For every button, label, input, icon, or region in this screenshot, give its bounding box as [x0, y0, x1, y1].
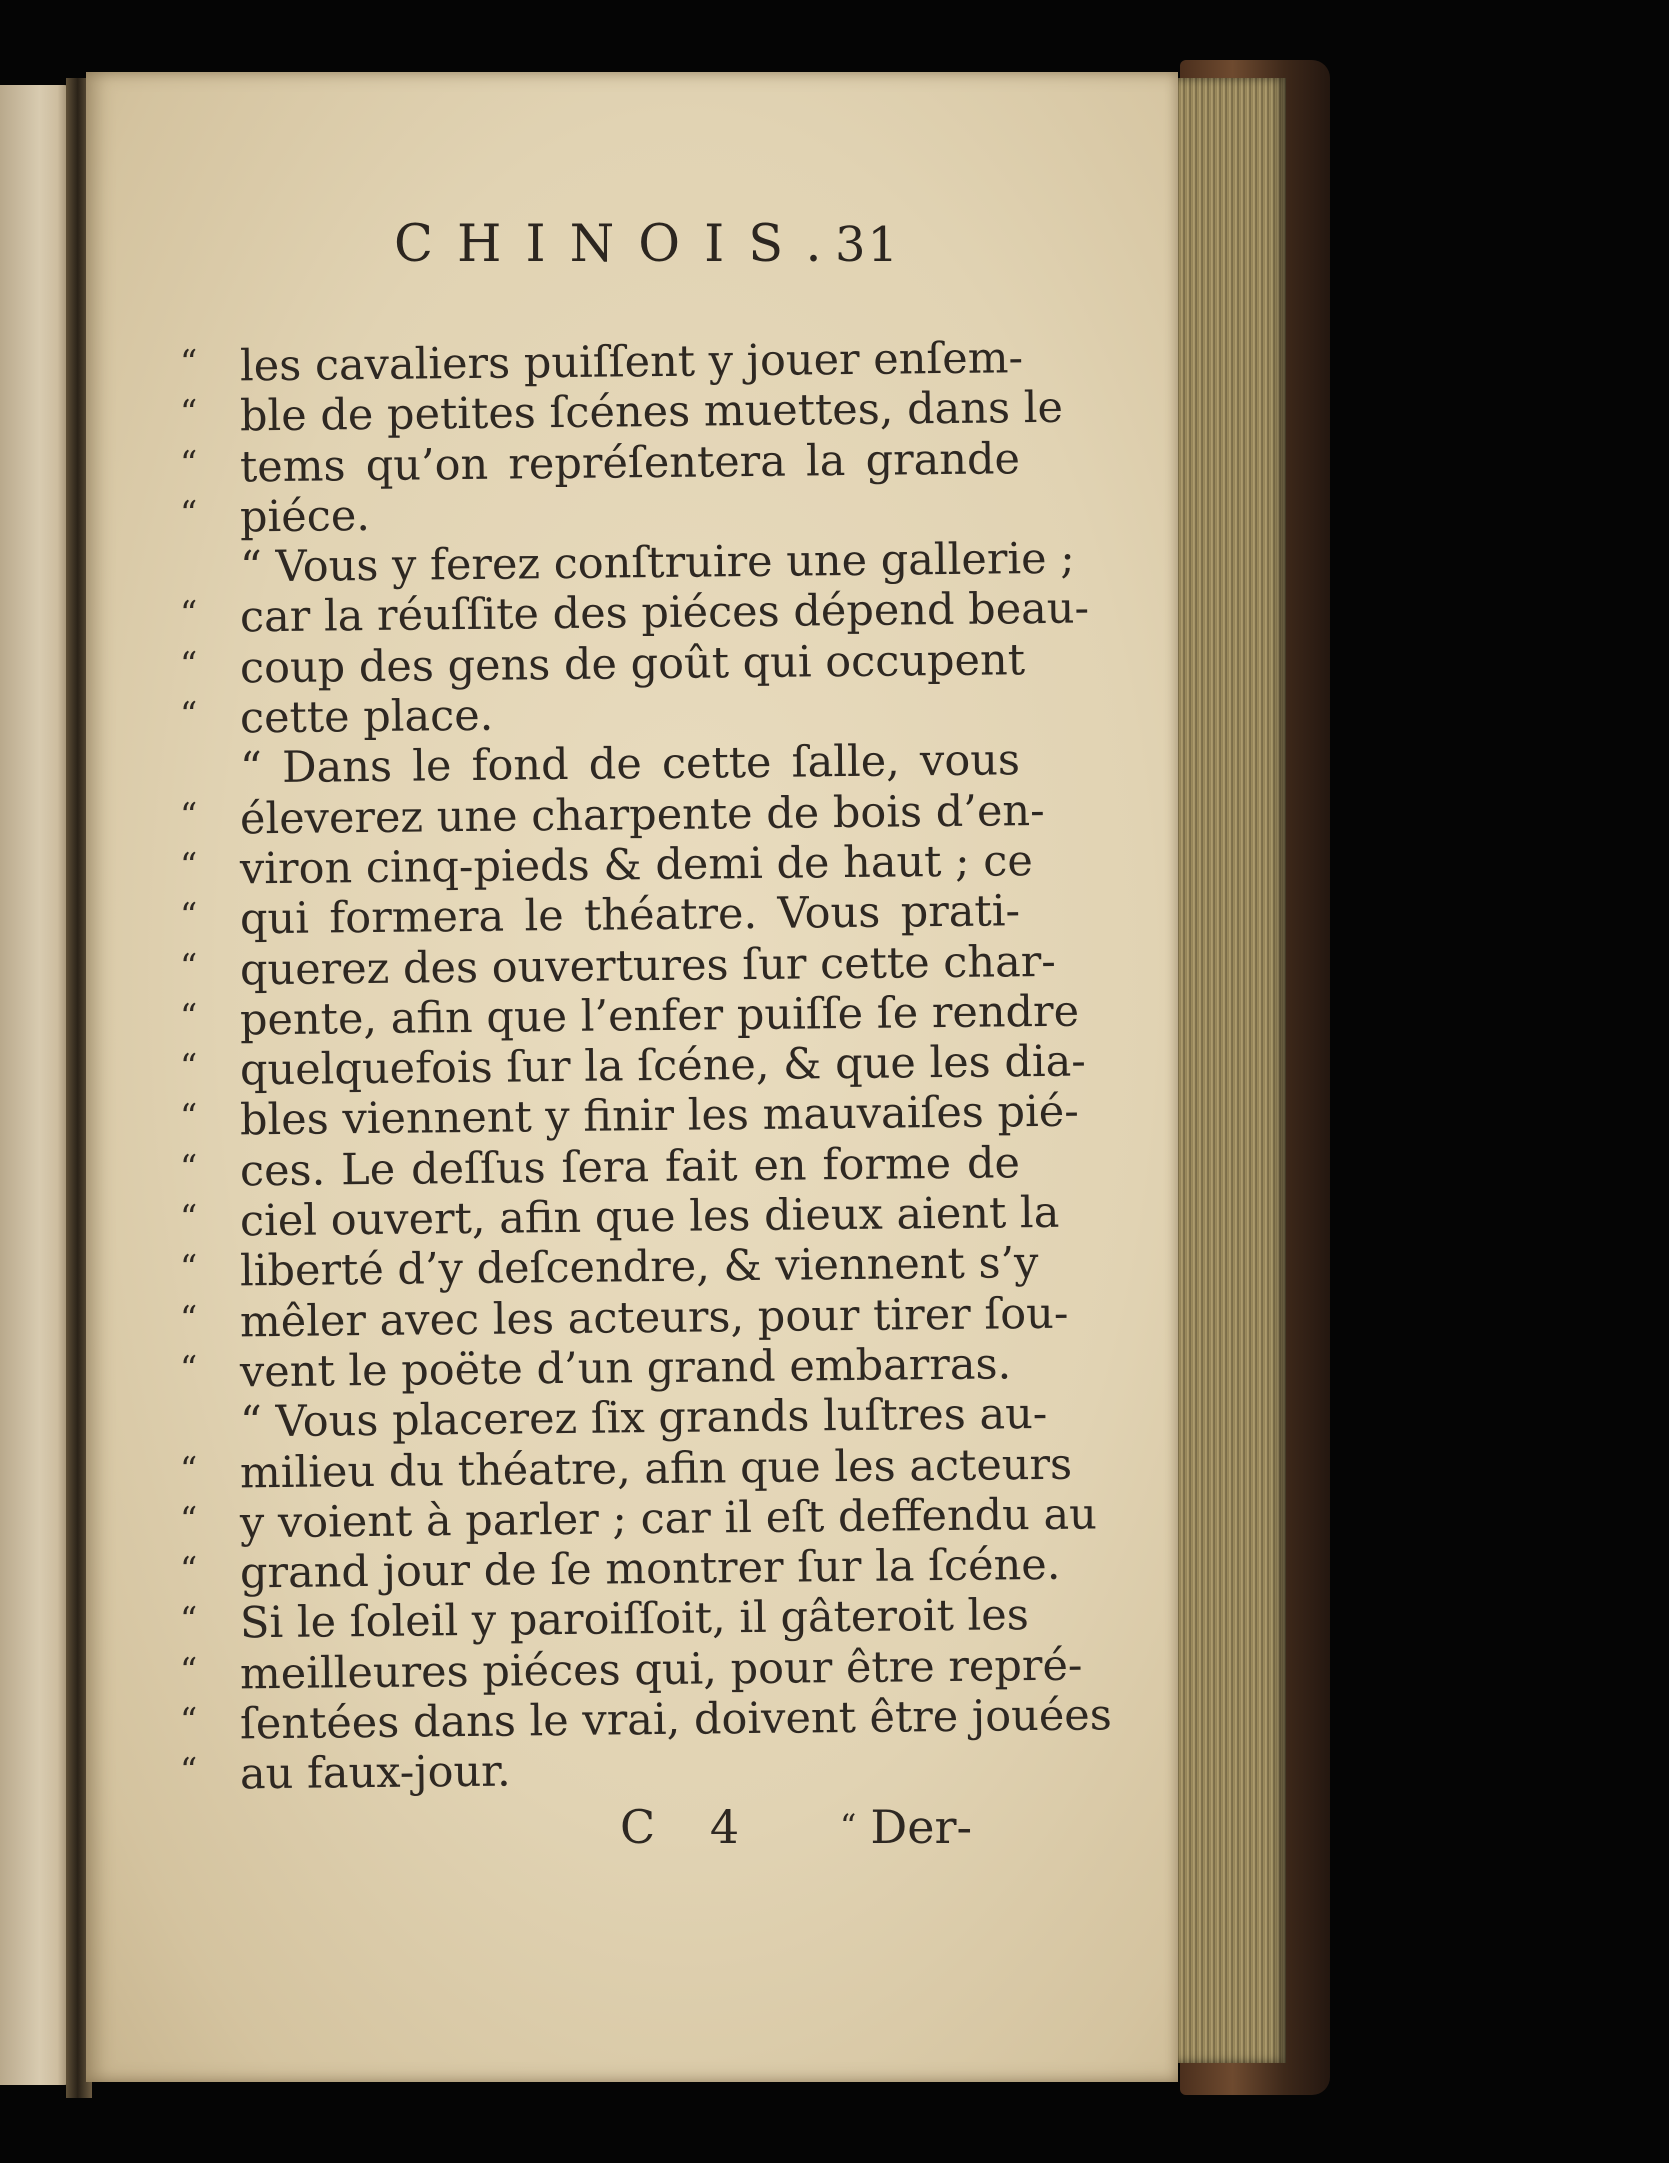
line-quote-mark: “: [179, 896, 198, 937]
page-footer: [180, 1800, 1060, 1870]
text-line: [180, 1339, 1040, 1398]
text-line: [179, 1087, 1080, 1146]
line-text: éleverez une charpente de bois d’en-: [239, 785, 1045, 845]
line-text: y voient à parler ; car il eſt deffendu au: [239, 1489, 1098, 1549]
line-text: car la réuſſite des piéces dépend beau-: [239, 583, 1090, 643]
line-text: quelquefois ſur la ſcéne, & que les dia-: [239, 1036, 1087, 1096]
line-quote-mark: “: [179, 1449, 198, 1490]
text-line: [180, 735, 1040, 794]
text-line: [179, 1439, 1073, 1499]
text-line: [179, 785, 1045, 845]
line-text: piéce.: [239, 490, 371, 543]
text-line: [180, 1238, 1040, 1297]
text-line: [179, 936, 1057, 996]
line-quote-mark: “: [179, 594, 198, 635]
line-quote-mark: “: [179, 1097, 198, 1138]
line-quote-mark: “: [179, 946, 198, 987]
line-quote-mark: “: [179, 493, 198, 534]
line-text: les cavaliers puiſſent y jouer enſem-: [239, 333, 1024, 392]
line-quote-mark: “: [179, 443, 198, 484]
text-line: [180, 635, 1040, 694]
line-quote-mark: “: [179, 1499, 198, 1540]
page-edges: [1168, 78, 1286, 2063]
line-text: “ Dans le fond de cette ſalle, vous: [239, 735, 1021, 794]
line-text: ſentées dans le vrai, doivent être jouées: [239, 1690, 1113, 1750]
text-line: [180, 886, 1040, 945]
running-title: CHINOIS.: [394, 215, 846, 274]
line-quote-mark: “: [179, 1248, 198, 1289]
line-text: coup des gens de goût qui occupent: [239, 634, 1026, 694]
text-line: [179, 1288, 1069, 1348]
line-quote-mark: “: [179, 342, 198, 383]
text-line: [180, 434, 1040, 493]
line-quote-mark: “: [179, 795, 198, 836]
line-text: liberté d’y deſcendre, & viennent s’y: [239, 1238, 1039, 1297]
line-quote-mark: “: [179, 1298, 198, 1339]
text-line: [180, 484, 1040, 543]
text-line: [179, 383, 1064, 442]
line-text: mêler avec les acteurs, pour tirer ſou-: [239, 1288, 1069, 1348]
line-quote-mark: “: [179, 1600, 198, 1641]
line-text: ciel ouvert, afin que les dieux aient la: [239, 1187, 1060, 1247]
page-header: [310, 215, 1010, 295]
line-text: meilleures piéces qui, pour être repré-: [239, 1640, 1083, 1700]
line-quote-mark: “: [179, 1197, 198, 1239]
line-quote-mark: “: [179, 845, 198, 886]
line-text: tems qu’on repréſentera la grande: [239, 433, 1021, 492]
line-quote-mark: “: [179, 1046, 198, 1088]
text-line: [180, 1389, 1048, 1448]
signature-mark: C 4: [620, 1800, 760, 1854]
catchword: [840, 1800, 972, 1854]
text-line: [180, 1138, 1040, 1197]
line-quote-mark: “: [179, 1147, 198, 1188]
text-line: [179, 583, 1090, 643]
text-line: [179, 1489, 1098, 1549]
line-quote-mark: “: [179, 393, 198, 434]
line-text: querez des ouvertures ſur cette char-: [239, 936, 1057, 995]
line-text: viron cinq-pieds & demi de haut ; ce: [239, 836, 1034, 895]
line-text: grand jour de ſe montrer ſur la ſcéne.: [239, 1539, 1061, 1599]
line-quote-mark: “: [179, 1549, 198, 1591]
line-text: “ Vous placerez ſix grands luſtres au-: [239, 1389, 1048, 1448]
line-text: au faux-jour.: [239, 1746, 511, 1800]
line-text: cette place.: [239, 690, 494, 744]
facing-page-edge: [0, 85, 72, 2085]
line-quote-mark: “: [179, 996, 198, 1037]
line-text: ces. Le deſſus ſera fait en forme de: [239, 1137, 1021, 1197]
line-quote-mark: “: [179, 1700, 198, 1742]
page-number: 31: [835, 217, 901, 273]
text-line: [179, 986, 1080, 1046]
line-text: Si le ſoleil y paroiſſoit, il gâteroit les: [239, 1590, 1030, 1649]
text-line: [179, 1640, 1083, 1700]
line-text: qui formera le théatre. Vous prati-: [239, 886, 1021, 945]
catchword-quote-mark: “: [840, 1807, 857, 1845]
line-quote-mark: “: [179, 694, 198, 736]
line-text: vent le poëte d’un grand embarras.: [239, 1339, 1012, 1398]
catchword-text: Der-: [870, 1800, 972, 1854]
line-text: pente, afin que l’enfer puiſſe ſe rendre: [239, 986, 1080, 1046]
line-quote-mark: “: [179, 1650, 198, 1691]
line-text: ble de petites ſcénes muettes, dans le: [239, 383, 1064, 442]
line-text: bles viennent y finir les mauvaiſes pié-: [239, 1087, 1080, 1146]
text-line: [180, 1741, 1040, 1800]
line-quote-mark: “: [179, 1751, 198, 1792]
line-text: milieu du théatre, afin que les acteurs: [239, 1439, 1073, 1498]
line-text: “ Vous y ferez conſtruire une gallerie ;: [239, 533, 1076, 593]
line-quote-mark: “: [179, 644, 198, 685]
text-line: [180, 1590, 1040, 1649]
line-quote-mark: “: [179, 1348, 198, 1389]
body-text: [179, 333, 1113, 1801]
